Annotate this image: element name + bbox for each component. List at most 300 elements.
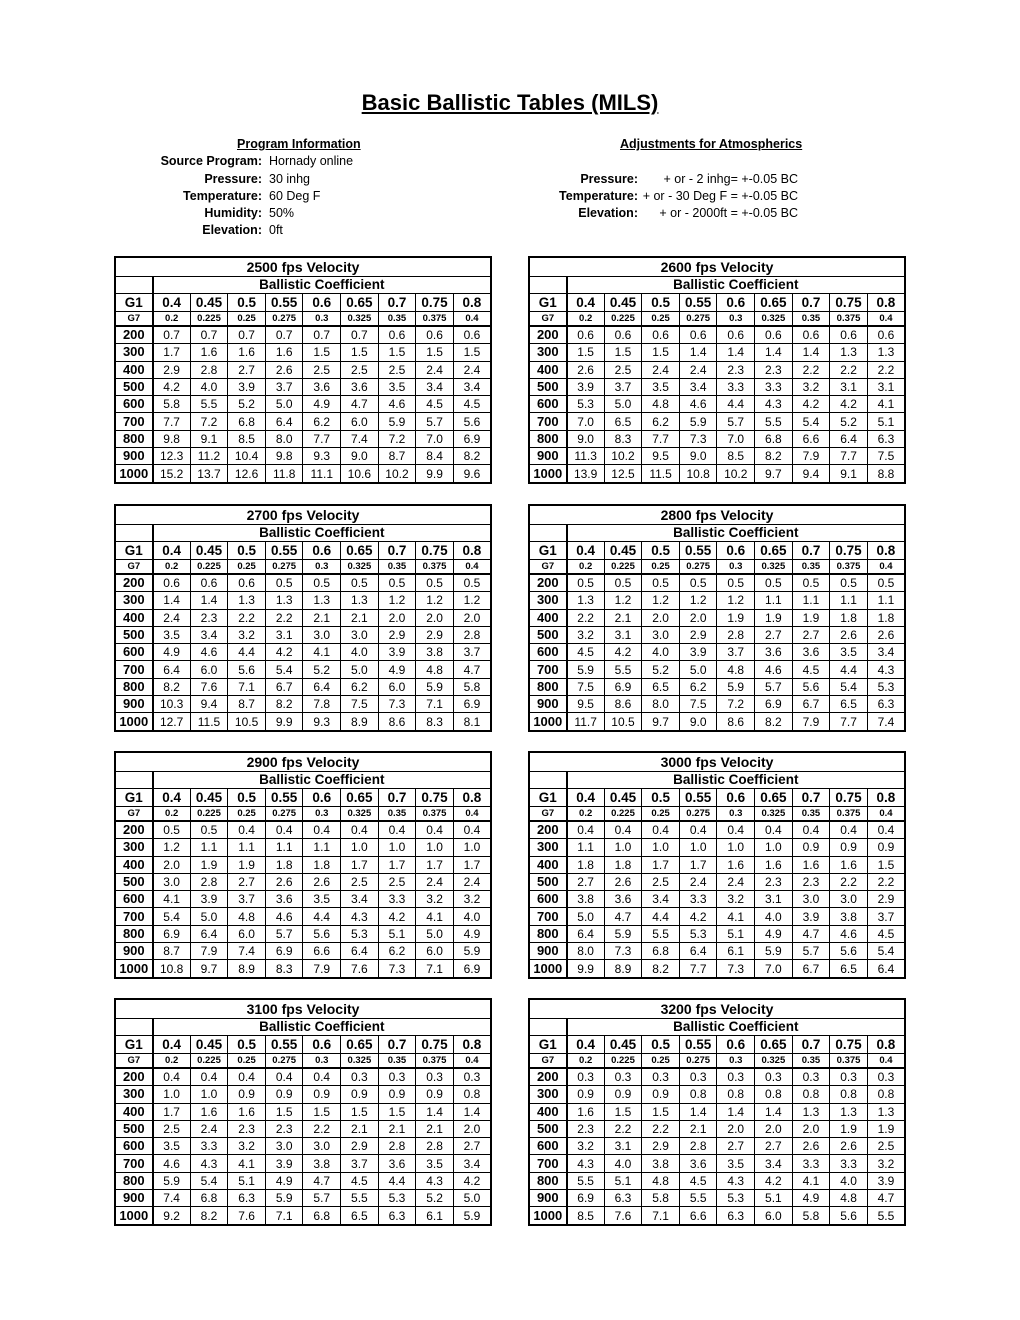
drop-value: 6.4	[567, 925, 605, 942]
drop-value: 2.2	[867, 361, 905, 378]
drop-value: 2.6	[867, 626, 905, 643]
g7-value: 0.4	[453, 807, 491, 822]
drop-value: 7.3	[717, 960, 755, 978]
drop-value: 6.6	[303, 943, 341, 960]
drop-value: 1.4	[453, 1103, 491, 1120]
drop-value: 7.7	[830, 713, 868, 731]
g1-value: 0.45	[190, 542, 228, 560]
drop-value: 7.7	[303, 430, 341, 447]
drop-value: 8.0	[567, 943, 605, 960]
drop-value: 8.7	[153, 943, 191, 960]
g1-value: 0.55	[679, 542, 717, 560]
drop-value: 0.3	[830, 1068, 868, 1086]
g7-label: G7	[529, 807, 567, 822]
drop-value: 5.8	[792, 1207, 830, 1225]
drop-value: 3.8	[567, 891, 605, 908]
drop-value: 2.4	[679, 361, 717, 378]
drop-value: 8.0	[642, 696, 680, 713]
drop-value: 2.3	[567, 1120, 605, 1137]
drop-value: 2.7	[453, 1138, 491, 1155]
drop-value: 0.3	[867, 1068, 905, 1086]
drop-value: 0.8	[679, 1086, 717, 1103]
g1-value: 0.6	[717, 542, 755, 560]
drop-value: 5.0	[190, 908, 228, 925]
drop-value: 2.1	[679, 1120, 717, 1137]
drop-value: 5.7	[792, 943, 830, 960]
drop-value: 8.5	[717, 448, 755, 465]
drop-value: 6.0	[416, 943, 454, 960]
drop-value: 10.8	[153, 960, 191, 978]
g7-value: 0.4	[867, 807, 905, 822]
range-cell: 800	[529, 925, 567, 942]
drop-value: 0.5	[830, 574, 868, 592]
drop-value: 5.4	[190, 1172, 228, 1189]
table-row	[529, 891, 905, 908]
drop-value: 3.0	[792, 891, 830, 908]
table-row	[115, 1155, 491, 1172]
drop-value: 0.8	[867, 1086, 905, 1103]
drop-value: 3.8	[303, 1155, 341, 1172]
drop-value: 0.3	[453, 1068, 491, 1086]
drop-value: 3.3	[755, 378, 793, 395]
drop-value: 4.8	[717, 661, 755, 678]
range-cell: 200	[529, 821, 567, 839]
drop-value: 1.4	[153, 592, 191, 609]
drop-value: 0.5	[642, 574, 680, 592]
drop-value: 1.1	[265, 839, 303, 856]
drop-value: 1.1	[830, 592, 868, 609]
drop-value: 7.1	[416, 960, 454, 978]
table-row	[115, 1138, 491, 1155]
g7-value: 0.3	[717, 560, 755, 575]
drop-value: 2.6	[792, 1138, 830, 1155]
drop-value: 5.8	[153, 396, 191, 413]
drop-value: 2.3	[717, 361, 755, 378]
drop-value: 7.7	[830, 448, 868, 465]
drop-value: 0.9	[416, 1086, 454, 1103]
drop-value: 2.4	[453, 361, 491, 378]
drop-value: 0.3	[416, 1068, 454, 1086]
drop-value: 0.6	[190, 574, 228, 592]
drop-value: 5.9	[567, 661, 605, 678]
range-cell: 700	[529, 1155, 567, 1172]
drop-value: 13.7	[190, 465, 228, 483]
drop-value: 0.9	[378, 1086, 416, 1103]
drop-value: 1.7	[153, 1103, 191, 1120]
drop-value: 0.7	[228, 326, 266, 344]
drop-value: 6.5	[341, 1207, 379, 1225]
drop-value: 2.6	[265, 361, 303, 378]
g7-value: 0.3	[303, 312, 341, 327]
drop-value: 5.9	[604, 925, 642, 942]
drop-value: 0.5	[755, 574, 793, 592]
drop-value: 4.5	[416, 396, 454, 413]
drop-value: 1.4	[792, 344, 830, 361]
drop-value: 0.8	[717, 1086, 755, 1103]
drop-value: 1.4	[679, 1103, 717, 1120]
drop-value: 2.8	[190, 873, 228, 890]
adjustments-row: Temperature: + or - 30 Deg F = +-0.05 BC	[559, 189, 798, 203]
drop-value: 5.1	[755, 1190, 793, 1207]
drop-value: 2.0	[453, 609, 491, 626]
drop-value: 1.2	[153, 839, 191, 856]
bc-header: Ballistic Coefficient	[567, 525, 905, 542]
drop-value: 6.2	[679, 678, 717, 695]
drop-value: 3.7	[604, 378, 642, 395]
drop-value: 6.4	[265, 413, 303, 430]
range-cell: 400	[115, 1103, 153, 1120]
drop-value: 2.6	[265, 873, 303, 890]
drop-value: 1.5	[303, 1103, 341, 1120]
range-cell: 600	[115, 891, 153, 908]
g1-value: 0.4	[567, 542, 605, 560]
g1-value: 0.55	[679, 789, 717, 807]
g7-value: 0.35	[792, 312, 830, 327]
drop-value: 4.2	[378, 908, 416, 925]
g7-label: G7	[529, 1054, 567, 1069]
drop-value: 2.5	[642, 873, 680, 890]
drop-value: 5.7	[755, 678, 793, 695]
drop-value: 0.5	[190, 821, 228, 839]
drop-value: 3.4	[642, 891, 680, 908]
drop-value: 5.4	[265, 661, 303, 678]
drop-value: 0.8	[830, 1086, 868, 1103]
drop-value: 2.7	[717, 1138, 755, 1155]
drop-value: 3.8	[642, 1155, 680, 1172]
drop-value: 11.2	[190, 448, 228, 465]
table-row	[529, 908, 905, 925]
table-row	[115, 361, 491, 378]
drop-value: 1.6	[717, 856, 755, 873]
g1-value: 0.7	[792, 542, 830, 560]
g7-value: 0.3	[303, 1054, 341, 1069]
drop-value: 6.3	[867, 696, 905, 713]
range-cell: 1000	[115, 465, 153, 483]
g7-value: 0.225	[604, 560, 642, 575]
table-row	[115, 943, 491, 960]
drop-value: 2.3	[755, 873, 793, 890]
g1-value: 0.5	[642, 789, 680, 807]
drop-value: 0.4	[755, 821, 793, 839]
range-cell: 800	[529, 678, 567, 695]
drop-value: 0.9	[303, 1086, 341, 1103]
drop-value: 7.0	[717, 430, 755, 447]
drop-value: 3.3	[378, 891, 416, 908]
drop-value: 5.2	[830, 413, 868, 430]
table-row	[115, 839, 491, 856]
drop-value: 4.3	[755, 396, 793, 413]
drop-value: 4.2	[679, 908, 717, 925]
drop-value: 2.8	[378, 1138, 416, 1155]
drop-value: 2.2	[567, 609, 605, 626]
g7-value: 0.275	[679, 1054, 717, 1069]
drop-value: 3.1	[830, 378, 868, 395]
drop-value: 7.5	[867, 448, 905, 465]
table-row	[115, 678, 491, 695]
table-row	[529, 696, 905, 713]
g7-value: 0.225	[190, 560, 228, 575]
drop-value: 9.8	[265, 448, 303, 465]
drop-value: 3.5	[378, 378, 416, 395]
drop-value: 4.4	[228, 644, 266, 661]
table-row	[529, 1068, 905, 1086]
g7-value: 0.225	[604, 312, 642, 327]
drop-value: 0.8	[755, 1086, 793, 1103]
table-row	[115, 609, 491, 626]
drop-value: 2.7	[567, 873, 605, 890]
range-cell: 900	[115, 1190, 153, 1207]
drop-value: 4.6	[830, 925, 868, 942]
drop-value: 0.5	[792, 574, 830, 592]
drop-value: 4.5	[679, 1172, 717, 1189]
drop-value: 0.7	[265, 326, 303, 344]
drop-value: 1.5	[378, 1103, 416, 1120]
drop-value: 1.0	[717, 839, 755, 856]
g1-value: 0.5	[228, 542, 266, 560]
drop-value: 0.4	[190, 1068, 228, 1086]
drop-value: 6.0	[190, 661, 228, 678]
drop-value: 3.1	[604, 626, 642, 643]
drop-value: 2.9	[378, 626, 416, 643]
g7-value: 0.375	[830, 1054, 868, 1069]
drop-value: 6.1	[717, 943, 755, 960]
drop-value: 10.2	[717, 465, 755, 483]
g1-value: 0.8	[867, 1036, 905, 1054]
drop-value: 3.5	[303, 891, 341, 908]
g1-value: 0.5	[228, 789, 266, 807]
table-row	[529, 1086, 905, 1103]
drop-value: 12.3	[153, 448, 191, 465]
drop-value: 1.9	[755, 609, 793, 626]
g1-value: 0.55	[679, 1036, 717, 1054]
ballistic-table	[114, 256, 492, 484]
drop-value: 0.6	[378, 326, 416, 344]
bc-header: Ballistic Coefficient	[567, 277, 905, 294]
drop-value: 4.5	[792, 661, 830, 678]
drop-value: 2.0	[792, 1120, 830, 1137]
g7-value: 0.25	[228, 312, 266, 327]
drop-value: 1.4	[717, 1103, 755, 1120]
drop-value: 1.6	[228, 344, 266, 361]
drop-value: 0.4	[867, 821, 905, 839]
drop-value: 9.1	[830, 465, 868, 483]
drop-value: 7.5	[341, 696, 379, 713]
g1-label: G1	[115, 294, 153, 312]
drop-value: 1.1	[190, 839, 228, 856]
drop-value: 4.2	[755, 1172, 793, 1189]
g1-value: 0.5	[228, 1036, 266, 1054]
drop-value: 11.8	[265, 465, 303, 483]
range-cell: 200	[529, 326, 567, 344]
drop-value: 3.5	[830, 644, 868, 661]
drop-value: 7.6	[228, 1207, 266, 1225]
adjustments-row: Elevation: + or - 2000ft = +-0.05 BC	[578, 206, 798, 220]
range-cell: 600	[529, 1138, 567, 1155]
ballistic-table	[528, 751, 906, 979]
drop-value: 0.3	[341, 1068, 379, 1086]
g7-value: 0.275	[265, 560, 303, 575]
drop-value: 0.5	[378, 574, 416, 592]
drop-value: 3.7	[228, 891, 266, 908]
range-cell: 700	[529, 661, 567, 678]
drop-value: 7.1	[228, 678, 266, 695]
table-row	[529, 943, 905, 960]
drop-value: 9.6	[453, 465, 491, 483]
drop-value: 2.4	[642, 361, 680, 378]
range-cell: 800	[115, 925, 153, 942]
drop-value: 7.9	[792, 713, 830, 731]
drop-value: 0.4	[642, 821, 680, 839]
table-row	[115, 326, 491, 344]
drop-value: 1.5	[341, 1103, 379, 1120]
drop-value: 1.3	[867, 344, 905, 361]
g1-value: 0.55	[265, 789, 303, 807]
drop-value: 9.9	[265, 713, 303, 731]
drop-value: 8.2	[755, 713, 793, 731]
g1-value: 0.6	[717, 294, 755, 312]
g7-value: 0.275	[679, 807, 717, 822]
drop-value: 5.0	[567, 908, 605, 925]
drop-value: 4.7	[604, 908, 642, 925]
drop-value: 9.2	[153, 1207, 191, 1225]
drop-value: 3.1	[867, 378, 905, 395]
drop-value: 4.9	[378, 661, 416, 678]
drop-value: 4.9	[792, 1190, 830, 1207]
drop-value: 0.9	[228, 1086, 266, 1103]
drop-value: 0.7	[303, 326, 341, 344]
range-cell: 700	[529, 413, 567, 430]
table-row	[115, 856, 491, 873]
drop-value: 0.6	[453, 326, 491, 344]
drop-value: 2.8	[717, 626, 755, 643]
drop-value: 4.0	[190, 378, 228, 395]
drop-value: 11.3	[567, 448, 605, 465]
drop-value: 8.4	[416, 448, 454, 465]
drop-value: 2.3	[265, 1120, 303, 1137]
drop-value: 4.0	[453, 908, 491, 925]
drop-value: 1.0	[190, 1086, 228, 1103]
drop-value: 4.1	[867, 396, 905, 413]
g7-value: 0.35	[792, 807, 830, 822]
drop-value: 10.4	[228, 448, 266, 465]
table-row	[529, 396, 905, 413]
drop-value: 3.2	[867, 1155, 905, 1172]
g1-value: 0.4	[567, 294, 605, 312]
table-row	[115, 1068, 491, 1086]
drop-value: 7.0	[416, 430, 454, 447]
drop-value: 7.6	[190, 678, 228, 695]
drop-value: 1.6	[755, 856, 793, 873]
drop-value: 4.7	[453, 661, 491, 678]
range-cell: 600	[529, 644, 567, 661]
drop-value: 3.3	[792, 1155, 830, 1172]
range-cell: 300	[115, 839, 153, 856]
drop-value: 6.3	[867, 430, 905, 447]
g7-value: 0.25	[642, 560, 680, 575]
table-row	[529, 873, 905, 890]
g7-value: 0.25	[228, 560, 266, 575]
g1-label: G1	[529, 294, 567, 312]
g7-value: 0.4	[453, 1054, 491, 1069]
g1-value: 0.7	[378, 789, 416, 807]
g1-value: 0.75	[830, 294, 868, 312]
velocity-title: 3000 fps Velocity	[529, 752, 905, 772]
drop-value: 3.1	[604, 1138, 642, 1155]
bc-header: Ballistic Coefficient	[153, 772, 491, 789]
drop-value: 5.5	[604, 661, 642, 678]
drop-value: 6.6	[679, 1207, 717, 1225]
velocity-title: 2600 fps Velocity	[529, 257, 905, 277]
g7-value: 0.4	[867, 312, 905, 327]
drop-value: 2.5	[341, 361, 379, 378]
drop-value: 0.4	[717, 821, 755, 839]
g1-value: 0.65	[341, 789, 379, 807]
drop-value: 1.2	[679, 592, 717, 609]
drop-value: 1.5	[303, 344, 341, 361]
range-cell: 900	[529, 696, 567, 713]
drop-value: 6.5	[642, 678, 680, 695]
g7-value: 0.375	[416, 560, 454, 575]
g7-value: 0.325	[341, 312, 379, 327]
drop-value: 0.5	[679, 574, 717, 592]
drop-value: 4.8	[830, 1190, 868, 1207]
drop-value: 3.9	[378, 644, 416, 661]
drop-value: 0.3	[755, 1068, 793, 1086]
drop-value: 6.8	[642, 943, 680, 960]
range-cell: 200	[115, 821, 153, 839]
g7-value: 0.375	[830, 560, 868, 575]
drop-value: 5.5	[341, 1190, 379, 1207]
drop-value: 9.8	[153, 430, 191, 447]
table-row	[115, 465, 491, 483]
drop-value: 1.9	[190, 856, 228, 873]
drop-value: 3.2	[792, 378, 830, 395]
g1-value: 0.5	[642, 294, 680, 312]
g7-value: 0.225	[190, 807, 228, 822]
table-row	[115, 574, 491, 592]
drop-value: 0.4	[265, 821, 303, 839]
g1-value: 0.4	[567, 789, 605, 807]
g7-value: 0.2	[567, 560, 605, 575]
range-cell: 200	[529, 574, 567, 592]
drop-value: 4.1	[303, 644, 341, 661]
drop-value: 0.3	[604, 1068, 642, 1086]
drop-value: 2.7	[792, 626, 830, 643]
g1-value: 0.7	[792, 294, 830, 312]
g1-value: 0.6	[717, 1036, 755, 1054]
drop-value: 5.9	[679, 413, 717, 430]
drop-value: 5.0	[416, 925, 454, 942]
drop-value: 7.0	[755, 960, 793, 978]
drop-value: 10.2	[604, 448, 642, 465]
drop-value: 1.1	[567, 839, 605, 856]
drop-value: 8.5	[228, 430, 266, 447]
drop-value: 8.9	[604, 960, 642, 978]
velocity-title: 2500 fps Velocity	[115, 257, 491, 277]
drop-value: 4.8	[642, 396, 680, 413]
drop-value: 3.0	[303, 626, 341, 643]
drop-value: 4.2	[153, 378, 191, 395]
ballistic-table	[528, 998, 906, 1226]
drop-value: 2.3	[228, 1120, 266, 1137]
drop-value: 2.5	[604, 361, 642, 378]
drop-value: 1.4	[755, 344, 793, 361]
drop-value: 0.5	[717, 574, 755, 592]
drop-value: 0.6	[567, 326, 605, 344]
drop-value: 6.3	[378, 1207, 416, 1225]
drop-value: 3.9	[679, 644, 717, 661]
drop-value: 4.3	[717, 1172, 755, 1189]
